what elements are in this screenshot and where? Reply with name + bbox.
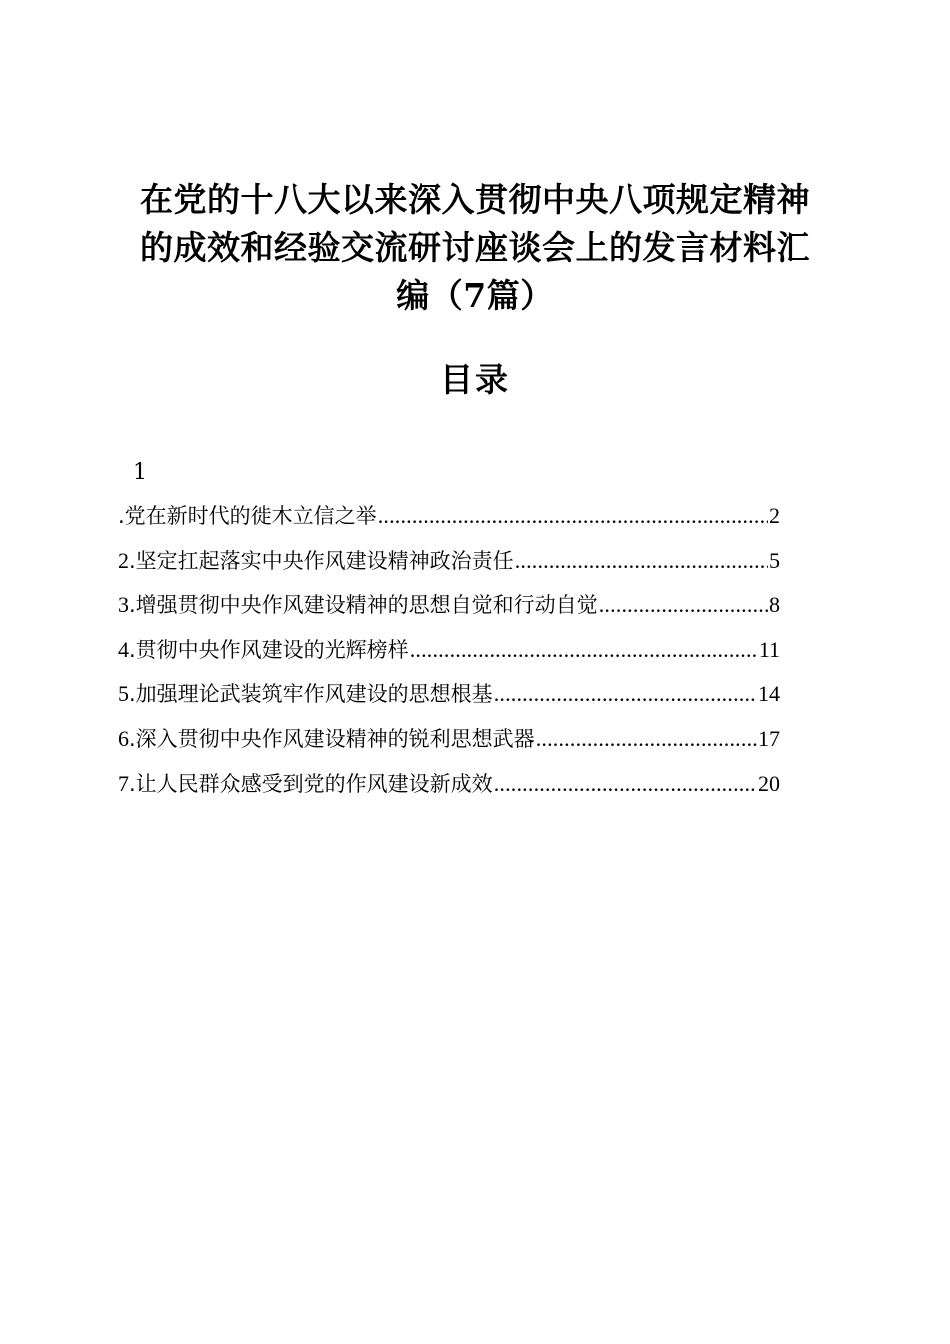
- toc-entry-page: 11: [758, 636, 780, 662]
- document-title: [110, 176, 840, 320]
- toc-entry[interactable]: [118, 724, 780, 769]
- toc-entry-title: [118, 724, 535, 754]
- toc-entry-title: [118, 590, 598, 620]
- toc-entry-number: 7: [118, 770, 129, 796]
- toc-entry-text: .增强贯彻中央作风建设精神的思想自觉和行动自觉: [129, 593, 598, 618]
- toc-entry-text: .深入贯彻中央作风建设精神的锐利思想武器: [129, 726, 535, 751]
- toc-entry-number: 5: [118, 681, 129, 707]
- toc-heading: 目录: [440, 360, 510, 399]
- toc-entry-text: .党在新时代的徙木立信之举: [118, 504, 377, 528]
- toc-entry-page: 14: [758, 681, 780, 707]
- toc-entry-title: [118, 635, 409, 665]
- toc-entry-title: [118, 546, 514, 576]
- title-line-3: 编（7篇）: [396, 276, 554, 315]
- toc-entry[interactable]: [118, 546, 780, 591]
- toc-entry-page: 17: [758, 725, 780, 751]
- toc-leader-dots: [378, 501, 768, 531]
- toc-entry-number: 2: [118, 547, 129, 573]
- title-line-2: 的成效和经验交流研讨座谈会上的发言材料汇: [140, 228, 810, 267]
- toc-entry[interactable]: [118, 635, 780, 680]
- toc-entry-text: .加强理论武装筑牢作风建设的思想根基: [129, 682, 493, 707]
- toc-entry[interactable]: [118, 501, 780, 546]
- toc-leader-dots: [599, 590, 768, 620]
- toc-leader-dots: [536, 724, 757, 754]
- toc-entry-title: [118, 679, 493, 709]
- toc-leader-dots: [494, 679, 757, 709]
- toc-leader-dots: [515, 546, 768, 576]
- table-of-contents: [118, 501, 780, 813]
- toc-entry[interactable]: [118, 590, 780, 635]
- toc-entry-page: 8: [769, 592, 780, 618]
- toc-entry-text: .贯彻中央作风建设的光辉榜样: [129, 637, 409, 662]
- toc-entry-title: [118, 769, 493, 799]
- title-line-1: 在党的十八大以来深入贯彻中央八项规定精神: [140, 180, 810, 219]
- toc-leader-dots: [494, 769, 757, 799]
- toc-entry-number: 4: [118, 636, 129, 662]
- toc-entry-title: [118, 501, 377, 531]
- toc-entry-text: .坚定扛起落实中央作风建设精神政治责任: [129, 548, 514, 573]
- toc-entry[interactable]: [118, 679, 780, 724]
- toc-entry-number: 3: [118, 592, 129, 618]
- toc-entry-page: 5: [769, 547, 780, 573]
- toc-entry-number: 6: [118, 725, 129, 751]
- toc-leader-dots: [410, 635, 758, 665]
- toc-entry-text: .让人民群众感受到党的作风建设新成效: [129, 771, 493, 796]
- toc-entry-page: 20: [758, 770, 780, 796]
- toc-stray-number: 1: [133, 460, 147, 485]
- toc-entry[interactable]: [118, 769, 780, 814]
- toc-entry-page: 2: [769, 503, 780, 528]
